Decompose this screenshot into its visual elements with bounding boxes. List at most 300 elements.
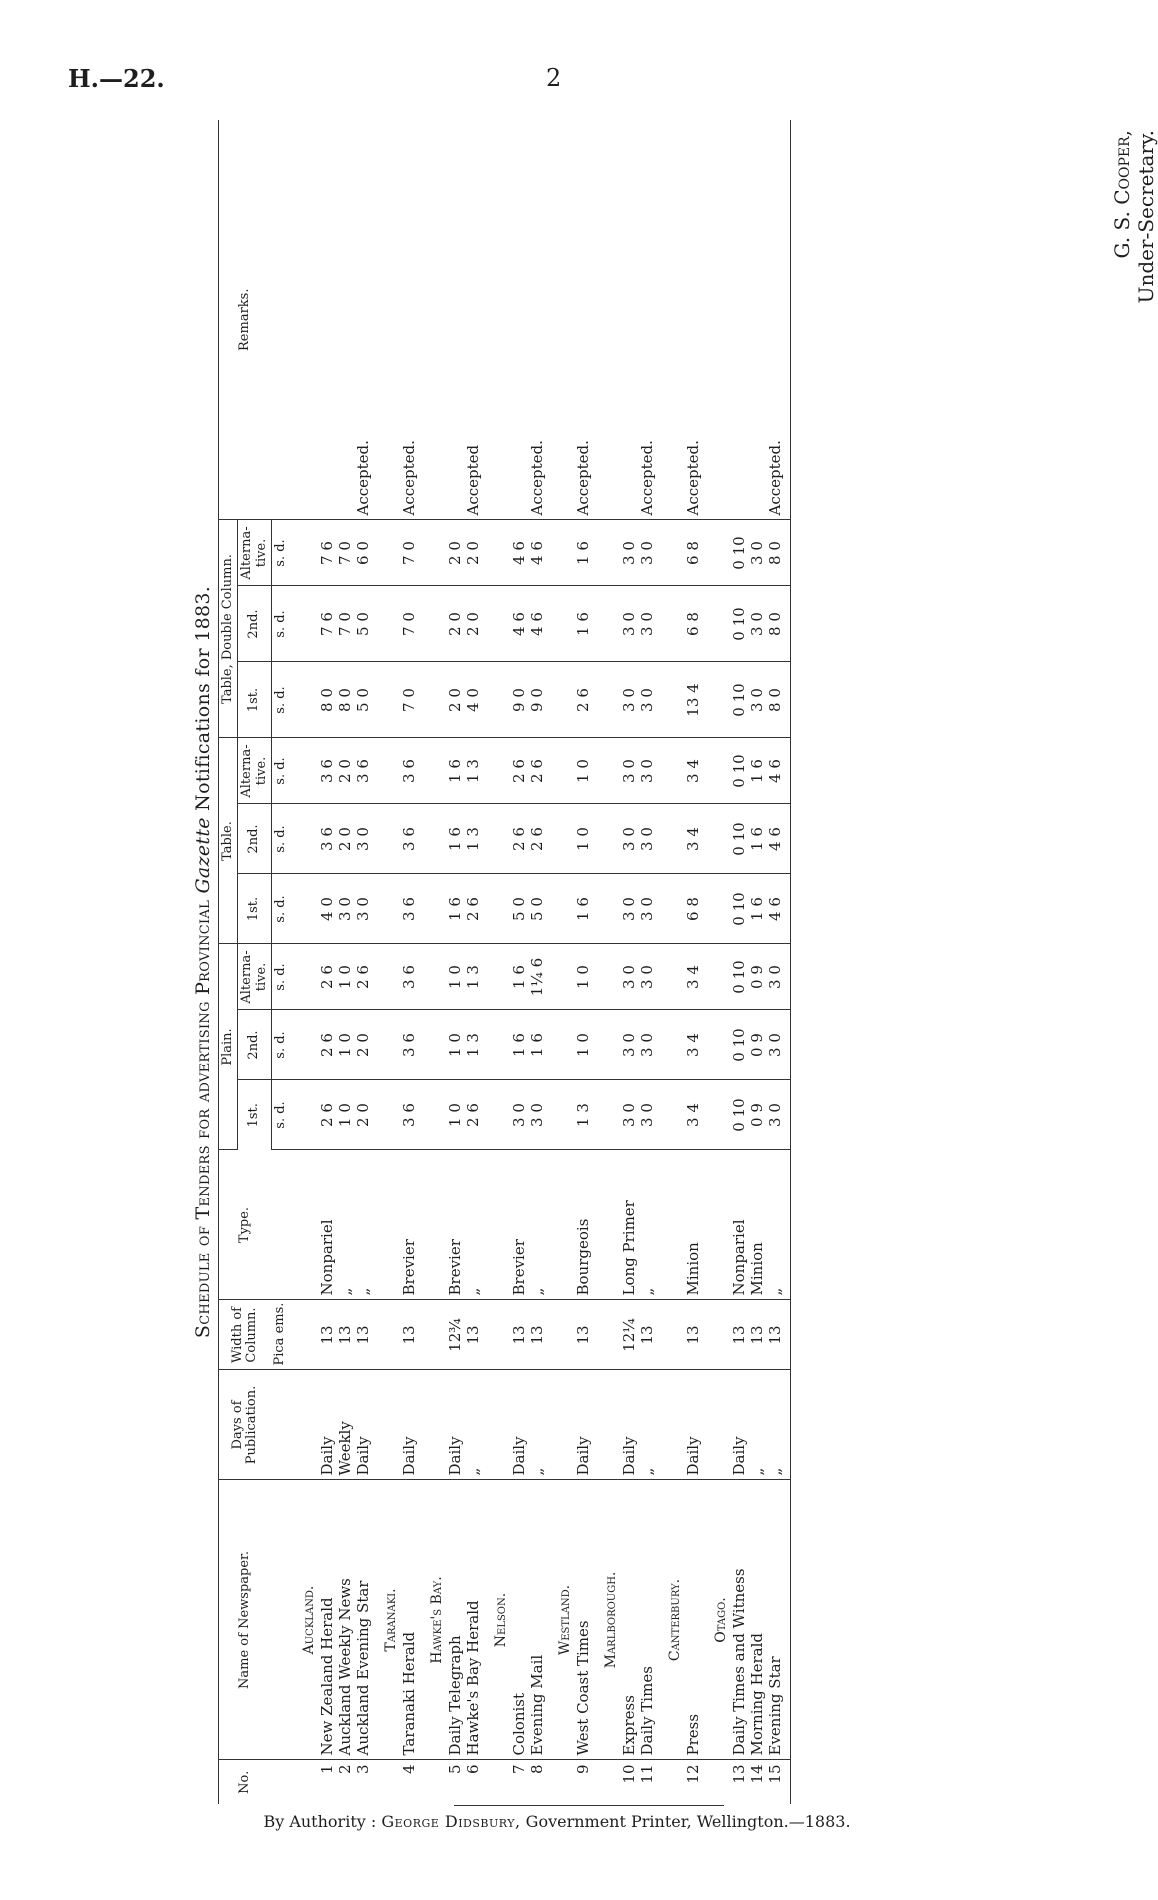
newspaper-name: Colonist: [510, 1480, 528, 1760]
col-double-first: 1st.: [238, 662, 272, 738]
region-heading: Otago.: [702, 1480, 730, 1760]
footer-rule: [454, 1805, 724, 1806]
tenders-table: [218, 120, 791, 1804]
table-price: 3 4: [684, 738, 702, 804]
publication-days: Daily: [446, 1370, 464, 1480]
cell: [784, 738, 791, 804]
newspaper-name: Taranaki Herald: [400, 1480, 418, 1760]
plain-price: 1 3: [574, 1080, 592, 1150]
table-price: 6 8: [684, 874, 702, 944]
col-plain-first: 1st.: [238, 1080, 272, 1150]
cell: [372, 1300, 400, 1370]
double-price: 3 0: [638, 520, 656, 586]
cell: [656, 1150, 684, 1300]
remarks-cell: Accepted.: [574, 120, 592, 520]
table-price: 1 6: [748, 874, 766, 944]
column-width: 13: [400, 1300, 418, 1370]
publication-days: Daily: [684, 1370, 702, 1480]
table-price: 2 6: [510, 804, 528, 874]
row-number: 14: [747, 1764, 766, 1784]
cell: [418, 944, 446, 1010]
cell: [418, 1010, 446, 1080]
cell: [656, 1370, 684, 1480]
column-width: 12¼: [620, 1300, 638, 1370]
type-size: Nonpariel: [318, 1150, 336, 1300]
table-price: 3 6: [400, 804, 418, 874]
plain-price: 2 6: [318, 1010, 336, 1080]
cell: [546, 944, 574, 1010]
cell: [702, 662, 730, 738]
type-size: Long Primer: [620, 1150, 638, 1300]
unit-width: Pica ems.: [271, 1300, 290, 1370]
table-row: [400, 120, 418, 1804]
plain-price: 3 0: [620, 1080, 638, 1150]
cell: [418, 520, 446, 586]
cell: [784, 120, 791, 520]
unit-money: s. d.: [271, 874, 290, 944]
table-price: 1 0: [574, 738, 592, 804]
cell: [546, 874, 574, 944]
plain-price: 0 9: [748, 1080, 766, 1150]
table-price: 4 6: [766, 804, 784, 874]
col-table-double: Table, Double Column.: [219, 520, 238, 738]
plain-price: 3 0: [766, 944, 784, 1010]
double-price: 7 0: [336, 586, 354, 662]
newspaper-name: West Coast Times: [574, 1480, 592, 1760]
col-type: Type.: [219, 1150, 272, 1300]
double-price: 7 0: [400, 586, 418, 662]
type-size: „: [464, 1150, 482, 1300]
table-price: 1 0: [574, 804, 592, 874]
remarks-cell: [318, 120, 336, 520]
col-name: Name of Newspaper.: [219, 1480, 272, 1760]
cell: [482, 1010, 510, 1080]
document-reference: H.—22.: [68, 64, 165, 93]
cell: [546, 662, 574, 738]
cell: [372, 738, 400, 804]
cell: [592, 120, 620, 520]
cell: [546, 1150, 574, 1300]
double-price: 3 0: [748, 520, 766, 586]
cell: [482, 586, 510, 662]
double-price: 6 8: [684, 520, 702, 586]
cell: [290, 586, 318, 662]
double-price: 4 6: [528, 586, 546, 662]
cell: [656, 944, 684, 1010]
row-number: 12: [683, 1764, 702, 1784]
cell: [702, 1150, 730, 1300]
region-heading: Marlborough.: [592, 1480, 620, 1760]
double-price: 7 0: [336, 520, 354, 586]
double-price: 3 0: [620, 662, 638, 738]
plain-price: 2 6: [354, 944, 372, 1010]
cell: [546, 804, 574, 874]
plain-price: 1 0: [336, 1080, 354, 1150]
table-price: 3 0: [620, 874, 638, 944]
schedule-rotated-region: [192, 120, 1158, 1804]
plain-price: 1 3: [464, 1010, 482, 1080]
table-price: 4 6: [766, 738, 784, 804]
region-row: [656, 120, 684, 1804]
newspaper-name: New Zealand Herald: [318, 1480, 336, 1760]
newspaper-name: Evening Star: [766, 1480, 784, 1760]
region-row: [418, 120, 446, 1804]
cell: [372, 874, 400, 944]
cell: [418, 804, 446, 874]
table-price: 0 10: [730, 804, 748, 874]
plain-price: 1 3: [464, 944, 482, 1010]
cell: [702, 586, 730, 662]
row-number: 11: [637, 1764, 656, 1784]
cell: [418, 1150, 446, 1300]
double-price: 3 0: [748, 662, 766, 738]
table-row: [638, 120, 656, 1804]
publication-days: Daily: [574, 1370, 592, 1480]
cell: [482, 1080, 510, 1150]
table-price: 3 0: [620, 804, 638, 874]
remarks-cell: [446, 120, 464, 520]
row-number: 9: [573, 1764, 592, 1775]
plain-price: 3 0: [638, 944, 656, 1010]
col-table: Table.: [219, 738, 238, 944]
cell: [482, 738, 510, 804]
column-width: 13: [510, 1300, 528, 1370]
remarks-cell: Accepted.: [638, 120, 656, 520]
double-price: 8 0: [766, 586, 784, 662]
cell: [290, 944, 318, 1010]
cell: [482, 120, 510, 520]
column-width: 13: [336, 1300, 354, 1370]
plain-price: 1 6: [510, 1010, 528, 1080]
title-italic: Gazette: [192, 817, 214, 894]
printer-footer: [0, 1812, 1114, 1831]
type-size: Minion: [748, 1150, 766, 1300]
cell: [372, 586, 400, 662]
plain-price: 3 6: [400, 1010, 418, 1080]
cell: [418, 738, 446, 804]
table-price: 1 3: [464, 804, 482, 874]
cell: [482, 1150, 510, 1300]
plain-price: 1 0: [336, 944, 354, 1010]
newspaper-name: Auckland Weekly News: [336, 1480, 354, 1760]
newspaper-name: Auckland Evening Star: [354, 1480, 372, 1760]
cell: [372, 1080, 400, 1150]
publication-days: Daily: [400, 1370, 418, 1480]
cell: [418, 586, 446, 662]
row-number: 8: [527, 1764, 546, 1775]
newspaper-name: Express: [620, 1480, 638, 1760]
double-price: 2 0: [446, 520, 464, 586]
cell: [482, 944, 510, 1010]
table-row: [620, 120, 638, 1804]
column-width: 13: [318, 1300, 336, 1370]
publication-days: „: [464, 1370, 482, 1480]
col-table-second: 2nd.: [238, 804, 272, 874]
publication-days: Daily: [510, 1370, 528, 1480]
row-number: 13: [729, 1764, 748, 1784]
plain-price: 0 10: [730, 1080, 748, 1150]
cell: [418, 662, 446, 738]
table-price: 1 6: [446, 874, 464, 944]
cell: [784, 804, 791, 874]
type-size: „: [336, 1150, 354, 1300]
cell: [418, 1300, 446, 1370]
plain-price: 3 0: [638, 1080, 656, 1150]
cell: [290, 738, 318, 804]
cell: [592, 1150, 620, 1300]
plain-price: 1 0: [574, 1010, 592, 1080]
cell: [702, 738, 730, 804]
cell: [290, 1760, 318, 1804]
remarks-cell: Accepted.: [400, 120, 418, 520]
remarks-cell: [336, 120, 354, 520]
cell: [784, 1010, 791, 1080]
row-number: 2: [335, 1764, 354, 1775]
double-price: 8 0: [766, 662, 784, 738]
double-price: 0 10: [730, 520, 748, 586]
type-size: Minion: [684, 1150, 702, 1300]
cell: [784, 1370, 791, 1480]
column-width: 13: [574, 1300, 592, 1370]
table-price: 1 6: [748, 738, 766, 804]
plain-price: 0 10: [730, 1010, 748, 1080]
cell: [372, 662, 400, 738]
type-size: Nonpariel: [730, 1150, 748, 1300]
double-price: 7 6: [318, 520, 336, 586]
cell: [290, 1300, 318, 1370]
cell: [702, 874, 730, 944]
table-price: 2 6: [528, 738, 546, 804]
region-heading: Taranaki.: [372, 1480, 400, 1760]
newspaper-name: Evening Mail: [528, 1480, 546, 1760]
plain-price: 2 6: [464, 1080, 482, 1150]
double-price: 3 0: [620, 586, 638, 662]
unit-money: s. d.: [271, 944, 290, 1010]
table-price: 2 6: [510, 738, 528, 804]
region-row: [482, 120, 510, 1804]
cell: [418, 1370, 446, 1480]
publication-days: Weekly: [336, 1370, 354, 1480]
column-width: 13: [730, 1300, 748, 1370]
cell: [372, 944, 400, 1010]
table-row: [574, 120, 592, 1804]
col-table-first: 1st.: [238, 874, 272, 944]
publication-days: Daily: [620, 1370, 638, 1480]
cell: [482, 874, 510, 944]
cell: [656, 738, 684, 804]
table-price: 3 6: [318, 804, 336, 874]
newspaper-name: Daily Times: [638, 1480, 656, 1760]
table-row: [510, 120, 528, 1804]
row-number: 5: [445, 1764, 464, 1775]
cell: [372, 120, 400, 520]
table-price: 3 0: [354, 804, 372, 874]
cell: [592, 520, 620, 586]
cell: [546, 1300, 574, 1370]
cell: [592, 1760, 620, 1804]
footer-printer: George Didsbury,: [381, 1812, 521, 1831]
publication-days: „: [748, 1370, 766, 1480]
region-row: [290, 120, 318, 1804]
table-price: 3 6: [400, 874, 418, 944]
plain-price: 3 6: [400, 1080, 418, 1150]
plain-price: 1 0: [446, 1080, 464, 1150]
double-price: 4 6: [510, 520, 528, 586]
cell: [784, 662, 791, 738]
table-price: 3 6: [400, 738, 418, 804]
column-width: 13: [528, 1300, 546, 1370]
cell: [656, 662, 684, 738]
region-heading: Nelson.: [482, 1480, 510, 1760]
plain-price: 3 0: [766, 1010, 784, 1080]
newspaper-name: Daily Telegraph: [446, 1480, 464, 1760]
cell: [784, 1760, 791, 1804]
plain-price: 1 6: [528, 1010, 546, 1080]
table-price: 3 6: [318, 738, 336, 804]
table-price: 2 0: [336, 804, 354, 874]
cell: [546, 1370, 574, 1480]
table-price: 4 6: [766, 874, 784, 944]
table-row: [318, 120, 336, 1804]
cell: [290, 1080, 318, 1150]
cell: [592, 662, 620, 738]
plain-price: 1 0: [446, 1010, 464, 1080]
plain-price: 3 4: [684, 944, 702, 1010]
table-row: [336, 120, 354, 1804]
cell: [656, 586, 684, 662]
double-price: 7 6: [318, 586, 336, 662]
row-number: 15: [765, 1764, 784, 1784]
region-heading: Hawke's Bay.: [418, 1480, 446, 1760]
footer-prefix: By Authority :: [263, 1812, 377, 1831]
plain-price: 1 0: [446, 944, 464, 1010]
newspaper-name: Hawke's Bay Herald: [464, 1480, 482, 1760]
cell: [784, 1150, 791, 1300]
plain-price: 1 6: [510, 944, 528, 1010]
cell: [592, 586, 620, 662]
cell: [418, 1080, 446, 1150]
row-number: 1: [317, 1764, 336, 1775]
cell: [656, 874, 684, 944]
cell: [702, 1760, 730, 1804]
type-size: „: [766, 1150, 784, 1300]
table-price: 0 10: [730, 738, 748, 804]
cell: [702, 1370, 730, 1480]
double-price: 2 6: [574, 662, 592, 738]
cell: [702, 1010, 730, 1080]
cell: [290, 1150, 318, 1300]
table-price: 5 0: [528, 874, 546, 944]
col-width: Width of Column.: [219, 1300, 272, 1370]
table-price: 0 10: [730, 874, 748, 944]
table-price: 3 0: [638, 804, 656, 874]
table-price: 1 6: [446, 738, 464, 804]
plain-price: 3 4: [684, 1010, 702, 1080]
double-price: 1 6: [574, 586, 592, 662]
region-row: [592, 120, 620, 1804]
cell: [482, 520, 510, 586]
row-number: 4: [399, 1764, 418, 1775]
cell: [656, 520, 684, 586]
cell: [656, 1080, 684, 1150]
cell: [592, 1010, 620, 1080]
cell: [546, 1760, 574, 1804]
cell: [482, 1370, 510, 1480]
double-price: 4 0: [464, 662, 482, 738]
remarks-cell: Accepted.: [528, 120, 546, 520]
double-price: 7 0: [400, 662, 418, 738]
cell: [702, 120, 730, 520]
signatory-title: Under-Secretary.: [1134, 130, 1158, 304]
col-double-alt: Alterna-tive.: [238, 520, 272, 586]
col-plain-second: 2nd.: [238, 1010, 272, 1080]
remarks-cell: Accepted.: [684, 120, 702, 520]
plain-price: 3 0: [766, 1080, 784, 1150]
remarks-cell: Accepted.: [766, 120, 784, 520]
plain-price: 3 0: [620, 944, 638, 1010]
cell: [290, 662, 318, 738]
table-price: 3 4: [684, 804, 702, 874]
double-price: 2 0: [446, 662, 464, 738]
cell: [656, 1010, 684, 1080]
publication-days: „: [766, 1370, 784, 1480]
cell: [656, 1760, 684, 1804]
cell: [784, 1480, 791, 1760]
cell: [546, 120, 574, 520]
type-size: „: [354, 1150, 372, 1300]
col-days: Days of Publication.: [219, 1370, 272, 1480]
plain-price: 3 0: [528, 1080, 546, 1150]
cell: [592, 1300, 620, 1370]
table-price: 4 0: [318, 874, 336, 944]
double-price: 5 0: [354, 662, 372, 738]
row-number: 3: [353, 1764, 372, 1775]
publication-days: Daily: [730, 1370, 748, 1480]
cell: [702, 520, 730, 586]
table-price: 2 0: [336, 738, 354, 804]
double-price: 3 0: [638, 586, 656, 662]
table-bottom-rule: [784, 120, 791, 1804]
type-size: Brevier: [510, 1150, 528, 1300]
cell: [592, 1370, 620, 1480]
region-row: [546, 120, 574, 1804]
table-price: 1 3: [464, 738, 482, 804]
double-price: 8 0: [318, 662, 336, 738]
tenders-table-body: [271, 120, 790, 1804]
double-price: 0 10: [730, 662, 748, 738]
unit-money: s. d.: [271, 804, 290, 874]
page-number: 2: [546, 64, 562, 92]
cell: [290, 804, 318, 874]
table-price: 3 0: [336, 874, 354, 944]
table-price: 3 0: [638, 874, 656, 944]
double-price: 6 8: [684, 586, 702, 662]
column-width: 13: [684, 1300, 702, 1370]
double-price: 4 6: [510, 586, 528, 662]
cell: [702, 804, 730, 874]
double-price: 8 0: [766, 520, 784, 586]
cell: [372, 804, 400, 874]
cell: [592, 944, 620, 1010]
cell: [784, 586, 791, 662]
cell: [418, 874, 446, 944]
cell: [546, 1080, 574, 1150]
type-size: „: [528, 1150, 546, 1300]
double-price: 2 0: [464, 586, 482, 662]
table-row: [354, 120, 372, 1804]
plain-price: 2 0: [354, 1010, 372, 1080]
cell: [418, 1760, 446, 1804]
